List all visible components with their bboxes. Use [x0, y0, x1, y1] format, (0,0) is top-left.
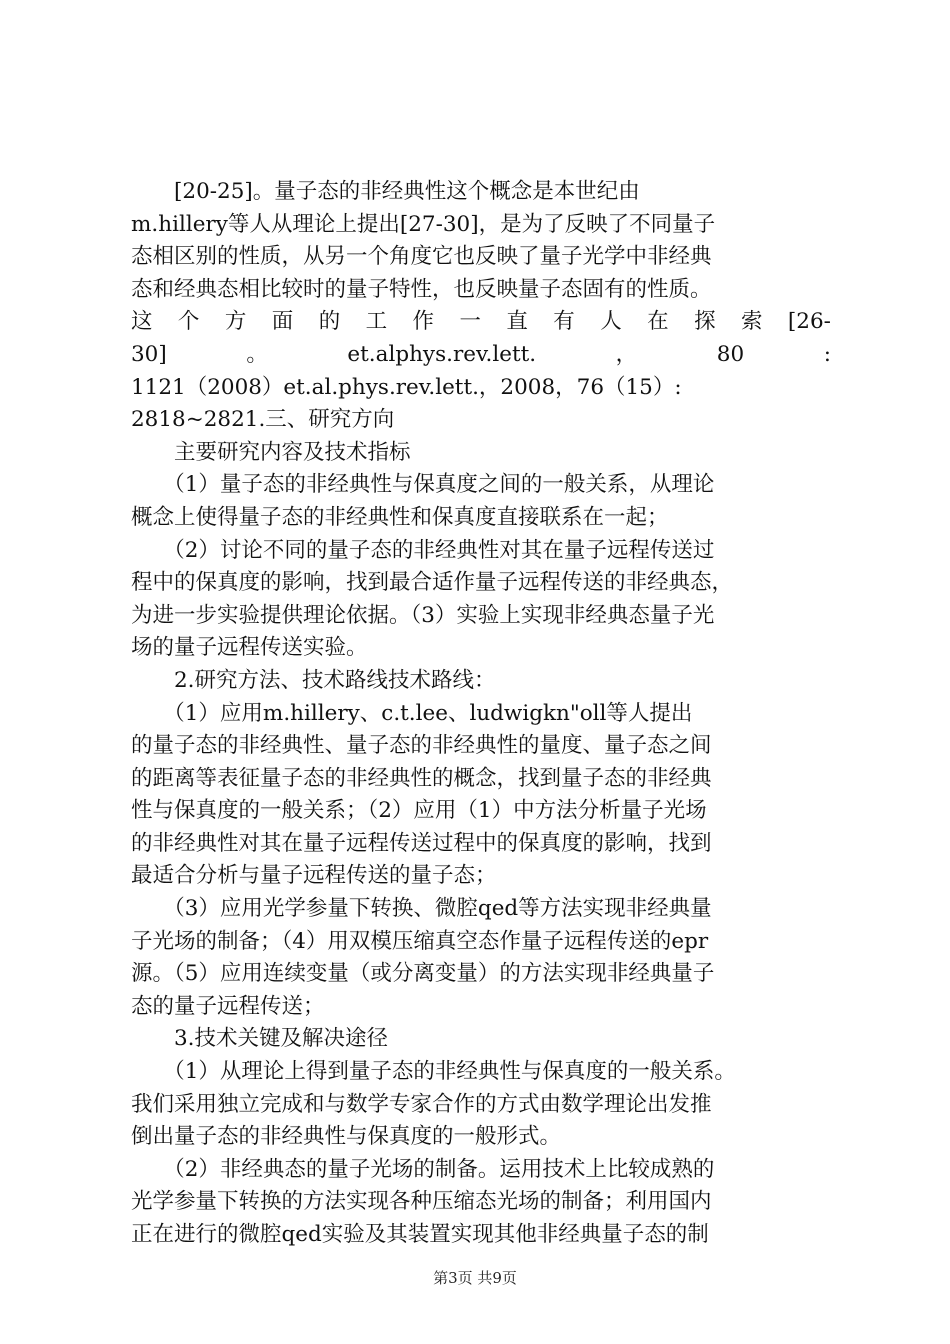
- text-line: 2818~2821.三、研究方向: [131, 407, 395, 433]
- text-line: 正在进行的微腔qed实验及其装置实现其他非经典量子态的制: [131, 1222, 709, 1247]
- text-line: 场的量子远程传送实验。: [131, 635, 368, 661]
- text-line: （1）量子态的非经典性与保真度之间的一般关系，从理论: [131, 472, 715, 498]
- text-line: 源。（5）应用连续变量（或分离变量）的方法实现非经典量子: [131, 961, 715, 987]
- text-glyph: 有: [553, 309, 575, 335]
- text-line: 的距离等表征量子态的非经典性的概念，找到量子态的非经典: [131, 765, 712, 791]
- text-line: 态的量子远程传送；: [131, 993, 325, 1019]
- text-line: （1）从理论上得到量子态的非经典性与保真度的一般关系。: [131, 1059, 736, 1085]
- text-glyph: 30]: [131, 341, 167, 367]
- text-line: 态和经典态相比较时的量子特性，也反映量子态固有的性质。: [131, 276, 712, 302]
- text-glyph: 这: [131, 309, 153, 335]
- text-line: （1）应用m.hillery、c.t.lee、ludwigkn"oll等人提出: [131, 700, 693, 726]
- text-glyph: :: [823, 341, 831, 367]
- text-glyph: 一: [459, 309, 481, 335]
- text-line: 我们采用独立完成和与数学专家合作的方式由数学理论出发推: [131, 1091, 712, 1117]
- text-glyph: ，: [615, 341, 638, 367]
- text-line: 的非经典性对其在量子远程传送过程中的保真度的影响，找到: [131, 830, 712, 856]
- text-line: 性与保真度的一般关系；（2）应用（1）中方法分析量子光场: [131, 798, 707, 824]
- text-line: [20-25]。量子态的非经典性这个概念是本世纪由: [131, 179, 640, 204]
- text-glyph: 80: [716, 341, 745, 367]
- text-glyph: 个: [177, 309, 200, 335]
- text-line: 3.技术关键及解决途径: [131, 1026, 389, 1052]
- text-glyph: 索: [740, 309, 763, 335]
- text-glyph: 作: [412, 309, 435, 335]
- text-line: （2）讨论不同的量子态的非经典性对其在量子远程传送过: [131, 537, 715, 563]
- text-line: 程中的保真度的影响，找到最合适作量子远程传送的非经典态，: [131, 570, 734, 596]
- text-glyph: 探: [694, 309, 716, 335]
- text-line: （3）应用光学参量下转换、微腔qed等方法实现非经典量: [131, 896, 712, 922]
- text-glyph: [26-: [787, 309, 831, 335]
- text-line: 为进一步实验提供理论依据。（3）实验上实现非经典态量子光: [131, 602, 715, 628]
- text-glyph: 。: [246, 341, 268, 367]
- page-footer: 第3页 共9页: [433, 1269, 517, 1287]
- text-line: 1121（2008）et.al.phys.rev.lett.，2008，76（15）:: [131, 374, 682, 400]
- text-line: 光学参量下转换的方法实现各种压缩态光场的制备；利用国内: [131, 1189, 712, 1215]
- text-line-justified: [131, 339, 831, 372]
- text-line-justified: [131, 306, 831, 339]
- text-glyph: 面: [271, 309, 294, 335]
- text-line: 子光场的制备；（4）用双模压缩真空态作量子远程传送的epr: [131, 928, 709, 954]
- text-line: m.hillery等人从理论上提出[27-30]，是为了反映了不同量子: [131, 211, 716, 237]
- text-line: 主要研究内容及技术指标: [131, 439, 411, 465]
- text-glyph: 工: [365, 309, 388, 335]
- text-line: 最适合分析与量子远程传送的量子态；: [131, 863, 497, 889]
- text-line: 倒出量子态的非经典性与保真度的一般形式。: [131, 1124, 562, 1150]
- text-line: 2.研究方法、技术路线技术路线：: [131, 667, 496, 693]
- text-glyph: 的: [318, 309, 341, 335]
- text-line: 态相区别的性质，从另一个角度它也反映了量子光学中非经典: [131, 244, 712, 270]
- text-glyph: 方: [224, 309, 247, 335]
- text-line: （2）非经典态的量子光场的制备。运用技术上比较成熟的: [131, 1156, 715, 1182]
- text-glyph: 直: [506, 309, 528, 335]
- text-line: 的量子态的非经典性、量子态的非经典性的量度、量子态之间: [131, 733, 712, 759]
- document-body: [131, 176, 831, 1252]
- text-glyph: et.alphys.rev.lett.: [347, 341, 537, 367]
- text-glyph: 在: [647, 309, 669, 335]
- text-line: 概念上使得量子态的非经典性和保真度直接联系在一起；: [131, 504, 669, 530]
- text-glyph: 人: [600, 309, 622, 335]
